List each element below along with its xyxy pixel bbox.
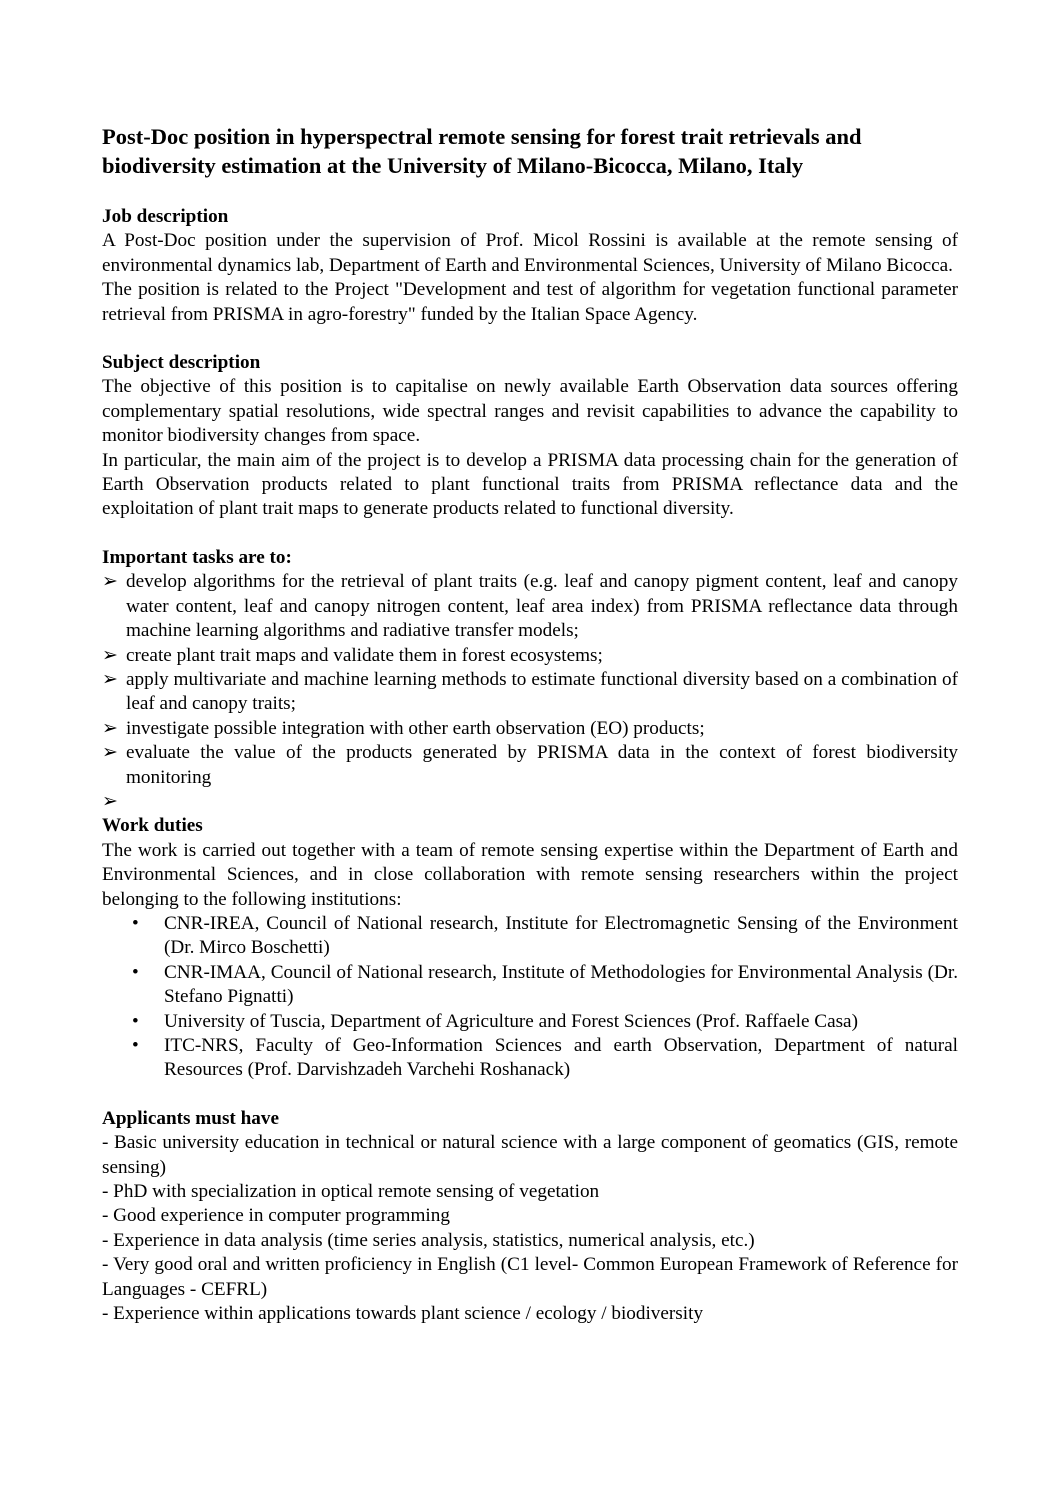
subject-description-section — [102, 351, 958, 522]
list-item: ➢ investigate possible integration with other earth observation (EO) products; — [102, 717, 958, 741]
arrow-bullet-icon: ➢ — [102, 571, 119, 593]
list-item: • ITC-NRS, Faculty of Geo-Information Sciences and earth Observation, Department of natural Resources (Prof. Darvishzadeh Varchehi Roshanack) — [132, 1034, 958, 1081]
document-page — [102, 122, 958, 1326]
requirements-list — [102, 1131, 958, 1326]
job-description-heading: Job description — [102, 206, 229, 227]
arrow-bullet-icon: ➢ — [102, 644, 119, 666]
bullet-icon: • — [132, 1010, 139, 1032]
list-item: - PhD with specialization in optical remote sensing of vegetation — [102, 1181, 600, 1203]
arrow-bullet-icon: ➢ — [102, 668, 119, 690]
job-description-paragraph: The position is related to the Project "Development and test of algorithm for vegetation functional parameter retrieval from PRISMA in agro-forestry" funded by the Italian Space Agency. — [102, 279, 958, 325]
list-item: - Experience within applications towards plant science / ecology / biodiversity — [102, 1303, 704, 1325]
tasks-heading: Important tasks are to: — [102, 546, 292, 568]
requirements-section — [102, 1107, 958, 1327]
list-item: - Good experience in computer programming — [102, 1205, 450, 1227]
list-item: • University of Tuscia, Department of Agriculture and Forest Sciences (Prof. Raffaele Casa) — [102, 1010, 958, 1034]
list-item: - Very good oral and written proficiency in English (C1 level- Common European Framework of Reference for Languages - CEFRL) — [102, 1254, 958, 1300]
subject-description-paragraph: The objective of this position is to capitalise on newly available Earth Observation data sources offering complementary spatial resolutions, wide spectral ranges and revisit capabilities to advance the capability to monitor biodiversity changes from space. — [102, 376, 958, 447]
page-title: Post-Doc position in hyperspectral remote sensing for forest trait retrievals and biodiversity estimation at the University of Milano-Bicocca, Milano, Italy — [102, 124, 862, 178]
work-duties-paragraph: The work is carried out together with a team of remote sensing expertise within the Department of Earth and Environmental Sciences, and in close collaboration with remote sensing researchers within the project belonging to the following institutions: — [102, 839, 958, 910]
list-item: ➢ evaluate the value of the products generated by PRISMA data in the context of forest biodiversity monitoring — [102, 742, 958, 788]
job-description-section — [102, 205, 958, 327]
arrow-bullet-icon: ➢ — [102, 717, 119, 739]
list-item: ➢ develop algorithms for the retrieval of plant traits (e.g. leaf and canopy pigment content, leaf and canopy water content, leaf and canopy nitrogen content, leaf area index) from PRISMA reflectance data through machine learning algorithms and radiative transfer models; — [102, 571, 958, 642]
arrow-bullet-icon: ➢ — [102, 742, 119, 764]
empty-list-item — [102, 790, 958, 814]
work-duties-section — [102, 814, 958, 1082]
bullet-icon: • — [132, 912, 139, 934]
subject-description-heading: Subject description — [102, 352, 261, 374]
list-item: • CNR-IMAA, Council of National research, Institute of Methodologies for Environmental Analysis (Dr. Stefano Pignatti) — [132, 961, 958, 1008]
list-item: ➢ create plant trait maps and validate them in forest ecosystems; — [102, 644, 958, 668]
list-item: ➢ apply multivariate and machine learning methods to estimate functional diversity based on a combination of leaf and canopy traits; — [102, 668, 958, 715]
bullet-icon: • — [132, 961, 139, 983]
tasks-list — [102, 570, 958, 790]
list-item: - Experience in data analysis (time series analysis, statistics, numerical analysis, etc.) — [102, 1229, 755, 1251]
tasks-section — [102, 546, 958, 814]
list-item: • CNR-IREA, Council of National research, Institute for Electromagnetic Sensing of the Environment (Dr. Mirco Boschetti) — [132, 912, 958, 959]
requirements-heading: Applicants must have — [102, 1107, 279, 1129]
work-duties-heading: Work duties — [102, 815, 203, 837]
bullet-icon: • — [132, 1034, 139, 1056]
subject-description-paragraph: In particular, the main aim of the project is to develop a PRISMA data processing chain for the generation of Earth Observation products related to plant functional traits from PRISMA reflectance data and the exploitation of plant trait maps to generate products related to functional diversity. — [102, 449, 958, 520]
list-item: - Basic university education in technical or natural science with a large component of geomatics (GIS, remote sensing) — [102, 1132, 958, 1178]
institutions-list — [102, 912, 958, 1083]
job-description-paragraph: A Post-Doc position under the supervision of Prof. Micol Rossini is available at the remote sensing of environmental dynamics lab, Department of Earth and Environmental Sciences, University of Milano Bicocca. — [102, 230, 958, 276]
arrow-bullet-icon: ➢ — [102, 790, 119, 812]
